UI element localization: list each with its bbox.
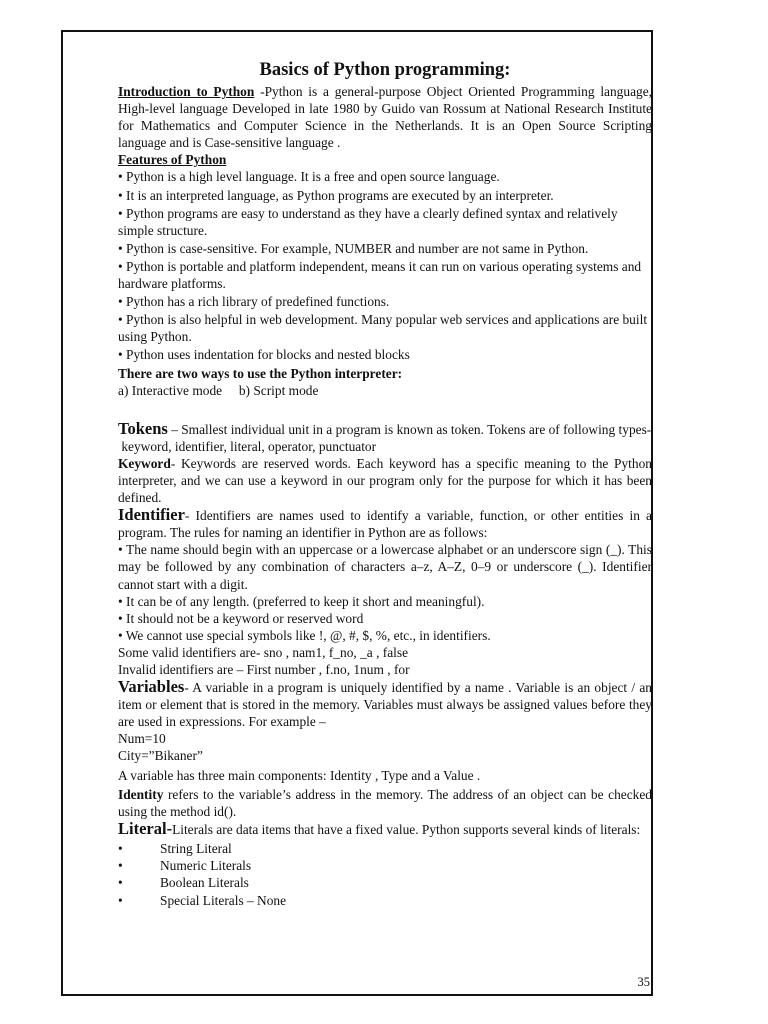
variables-term: Variables <box>118 677 185 697</box>
feature-item: • Python is also helpful in web development. Many popular web services and applications are built using Python. <box>118 312 648 345</box>
tokens-text: – Smallest individual unit in a program is known as token. Tokens are of following types- <box>167 421 652 437</box>
list-item: • Numeric Literals <box>118 857 652 874</box>
literal-text: Literals are data items that have a fixed value. Python supports several kinds of literals: <box>172 821 641 837</box>
interpreter-modes: a) Interactive mode b) Script mode <box>118 382 319 398</box>
interpreter-heading: There are two ways to use the Python interpreter: <box>118 365 403 381</box>
token-types: keyword, identifier, literal, operator, punctuator <box>118 438 377 454</box>
feature-item: • Python has a rich library of predefined functions. <box>118 294 390 310</box>
keyword-text: - Keywords are reserved words. Each keyword has a specific meaning to the Python interpreter, and we can use a keyword in our program only for the purpose for which it has been defined. <box>118 455 652 506</box>
identifier-rule: • We cannot use special symbols like !, @, #, $, %, etc., in identifiers. <box>118 627 491 643</box>
page-title: Basics of Python programming: <box>259 60 511 80</box>
keyword-term: Keyword <box>118 455 171 471</box>
feature-item: • Python uses indentation for blocks and nested blocks <box>118 347 410 363</box>
identity-term: Identity <box>118 786 164 802</box>
variable-example: City=”Bikaner” <box>118 748 203 764</box>
list-item: • String Literal <box>118 840 652 857</box>
list-item: • Boolean Literals <box>118 874 652 891</box>
invalid-identifiers: Invalid identifiers are – First number , f.no, 1num , for <box>118 662 410 677</box>
literal-paragraph <box>118 820 652 838</box>
identifier-paragraph <box>118 506 652 541</box>
list-item: • Special Literals – None <box>118 892 652 909</box>
feature-item: • It is an interpreted language, as Python programs are executed by an interpreter. <box>118 187 554 203</box>
document-body <box>118 58 652 909</box>
tokens-paragraph <box>118 420 652 438</box>
tokens-term: Tokens <box>118 418 168 438</box>
identity-text: refers to the variable’s address in the memory. The address of an object can be checked using the method id(). <box>118 786 652 819</box>
feature-item: • Python is portable and platform independent, means it can run on various operating systems and hardware platforms. <box>118 258 642 292</box>
variables-paragraph <box>118 678 652 730</box>
features-list <box>118 168 652 363</box>
variables-text: - A variable in a program is uniquely identified by a name . Variable is an object / an item or element that is stored in the memory. Variables must always be assigned values before they are used in expressions. For example – <box>118 680 652 730</box>
intro-text: -Python is a general-purpose Object Oriented Programming language, High-level language Developed in late 1980 by Guido van Rossum at National Research Institute for Mathematics and Computer Science in the Netherlands. It is an Open Source Scripting language and is Case-sensitive language . <box>118 84 652 151</box>
feature-item: • Python programs are easy to understand as they have a clearly defined syntax and relatively simple structure. <box>118 205 618 238</box>
feature-item: • Python is a high level language. It is a free and open source language. <box>118 169 500 185</box>
intro-paragraph <box>118 83 652 151</box>
variable-example: Num=10 <box>118 731 166 747</box>
identity-paragraph <box>118 786 652 820</box>
variable-components: A variable has three main components: Identity , Type and a Value . <box>118 767 481 783</box>
identifier-term: Identifier <box>118 505 185 525</box>
identifier-rule: • The name should begin with an uppercase or a lowercase alphabet or an underscore sign (_). This may be followed by any combination of characters a–z, A–Z, 0–9 or underscore (_). Identifier cannot start with a digit. <box>118 542 652 592</box>
literal-term: Literal- <box>118 818 173 838</box>
identifier-rule: • It can be of any length. (preferred to keep it short and meaningful). <box>118 593 485 609</box>
page-number: 35 <box>637 975 650 989</box>
valid-identifiers: Some valid identifiers are- sno , nam1, f_no, _a , false <box>118 644 409 660</box>
literal-kinds-list <box>118 840 652 909</box>
intro-heading: Introduction to Python <box>118 84 255 99</box>
feature-item: • Python is case-sensitive. For example, NUMBER and number are not same in Python. <box>118 240 589 256</box>
identifier-text: - Identifiers are names used to identify a variable, function, or other entities in a program. The rules for naming an identifier in Python are as follows: <box>118 508 652 541</box>
features-heading: Features of Python <box>118 152 227 168</box>
identifier-rule: • It should not be a keyword or reserved word <box>118 610 364 626</box>
keyword-paragraph <box>118 455 652 506</box>
